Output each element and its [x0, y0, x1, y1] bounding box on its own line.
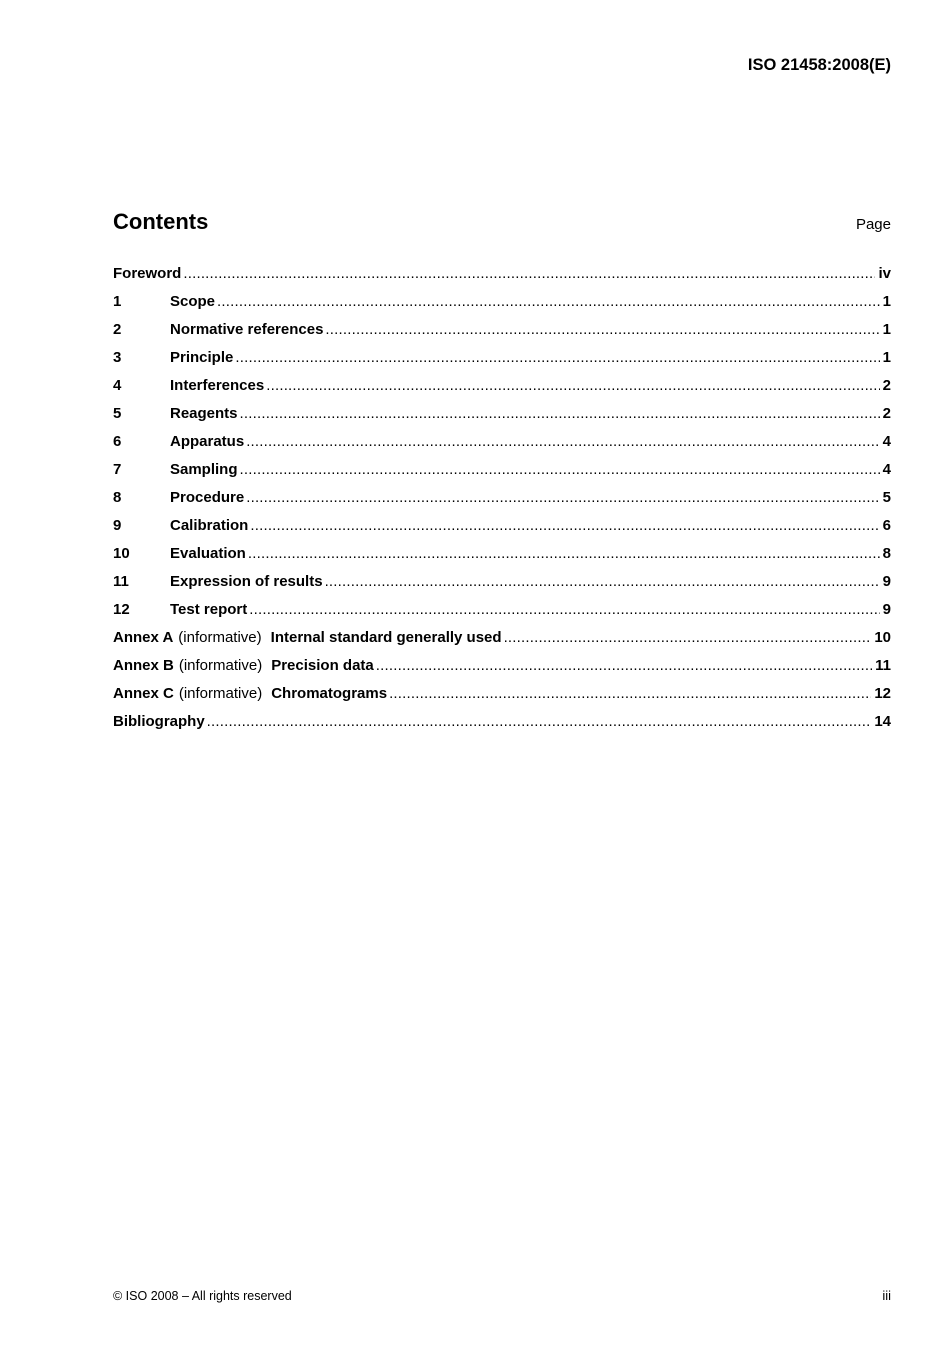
page-title: Contents: [113, 209, 209, 234]
toc-entry-foreword[interactable]: [113, 265, 891, 293]
annex-id: Annex B: [113, 657, 174, 674]
toc-entry-principle[interactable]: [113, 349, 891, 377]
toc-entry-number: 10: [113, 545, 130, 562]
toc-entry-calibration[interactable]: [113, 517, 891, 545]
annex-type: (informative): [178, 685, 263, 702]
dot-leader: [183, 265, 875, 282]
dot-leader: [248, 545, 880, 562]
dot-leader: [207, 713, 872, 730]
toc-entry-page: 1: [882, 349, 891, 366]
toc-entry-page: 8: [882, 545, 891, 562]
toc-entry-evaluation[interactable]: [113, 545, 891, 573]
annex-type: (informative): [178, 629, 262, 646]
toc-entry-label: Calibration: [170, 517, 249, 534]
toc-entry-label: Principle: [170, 349, 234, 366]
toc-entry-page: 9: [882, 573, 891, 590]
annex-id: Annex C: [113, 685, 174, 702]
toc-entry-page: 2: [882, 405, 891, 422]
toc-entry-number: 6: [113, 433, 122, 450]
contents-heading-row: [113, 209, 891, 239]
toc-entry-number: 9: [113, 517, 122, 534]
toc-entry-number: 4: [113, 377, 122, 394]
toc-entry-expression-of-results[interactable]: [113, 573, 891, 601]
toc-entry-page: iv: [878, 265, 891, 282]
toc-entry-normative-references[interactable]: [113, 321, 891, 349]
toc-entry-page: 1: [882, 321, 891, 338]
toc-entry-label: Foreword: [113, 265, 182, 282]
toc-entry-label: Apparatus: [170, 433, 245, 450]
toc-entry-label: Precision data: [271, 657, 374, 674]
dot-leader: [266, 377, 879, 394]
annex-id: Annex A: [113, 629, 174, 646]
dot-leader: [240, 461, 880, 478]
toc-entry-label: Test report: [170, 601, 248, 618]
toc-entry-scope[interactable]: [113, 293, 891, 321]
toc-entry-page: 10: [874, 629, 891, 646]
toc-entry-test-report[interactable]: [113, 601, 891, 629]
toc-entry-page: 11: [875, 657, 891, 674]
dot-leader: [504, 629, 872, 646]
table-of-contents: [113, 265, 891, 741]
toc-entry-page: 6: [882, 517, 891, 534]
dot-leader: [325, 573, 880, 590]
dot-leader: [250, 517, 879, 534]
toc-entry-label: Scope: [170, 293, 216, 310]
toc-entry-number: 2: [113, 321, 122, 338]
toc-entry-number: 1: [113, 293, 122, 310]
toc-entry-number: 3: [113, 349, 122, 366]
copyright-notice: © ISO 2008 – All rights reserved: [113, 1289, 292, 1303]
toc-entry-annex-b[interactable]: [113, 657, 891, 685]
toc-entry-label: Reagents: [170, 405, 238, 422]
toc-entry-page: 2: [882, 377, 891, 394]
dot-leader: [246, 433, 879, 450]
dot-leader: [246, 489, 879, 506]
toc-entry-apparatus[interactable]: [113, 433, 891, 461]
dot-leader: [240, 405, 880, 422]
toc-entry-page: 5: [882, 489, 891, 506]
page-column-label: Page: [855, 216, 891, 233]
dot-leader: [217, 293, 880, 310]
toc-entry-label: Chromatograms: [271, 685, 388, 702]
toc-entry-reagents[interactable]: [113, 405, 891, 433]
toc-entry-annex-c[interactable]: [113, 685, 891, 713]
toc-entry-bibliography[interactable]: [113, 713, 891, 741]
toc-entry-label: Normative references: [170, 321, 324, 338]
toc-entry-page: 1: [882, 293, 891, 310]
toc-entry-number: 11: [113, 573, 129, 590]
toc-entry-number: 8: [113, 489, 122, 506]
toc-entry-page: 14: [874, 713, 891, 730]
dot-leader: [389, 685, 871, 702]
document-id: ISO 21458:2008(E): [747, 56, 891, 74]
dot-leader: [325, 321, 879, 338]
toc-entry-label: Sampling: [170, 461, 238, 478]
toc-entry-procedure[interactable]: [113, 489, 891, 517]
toc-entry-label: Interferences: [170, 377, 265, 394]
toc-entry-label: Procedure: [170, 489, 245, 506]
dot-leader: [376, 657, 872, 674]
annex-type: (informative): [178, 657, 263, 674]
page-number: iii: [882, 1288, 891, 1303]
toc-entry-number: 7: [113, 461, 122, 478]
toc-entry-number: 12: [113, 601, 130, 618]
toc-entry-annex-a[interactable]: [113, 629, 891, 657]
toc-entry-sampling[interactable]: [113, 461, 891, 489]
toc-entry-label: Expression of results: [170, 573, 323, 590]
toc-entry-label: Internal standard generally used: [270, 629, 502, 646]
dot-leader: [249, 601, 879, 618]
toc-entry-label: Bibliography: [113, 713, 205, 730]
toc-entry-number: 5: [113, 405, 122, 422]
toc-entry-page: 4: [882, 433, 891, 450]
dot-leader: [235, 349, 879, 366]
toc-entry-page: 9: [882, 601, 891, 618]
toc-entry-page: 4: [882, 461, 891, 478]
toc-entry-label: Evaluation: [170, 545, 246, 562]
toc-entry-interferences[interactable]: [113, 377, 891, 405]
toc-entry-page: 12: [874, 685, 891, 702]
